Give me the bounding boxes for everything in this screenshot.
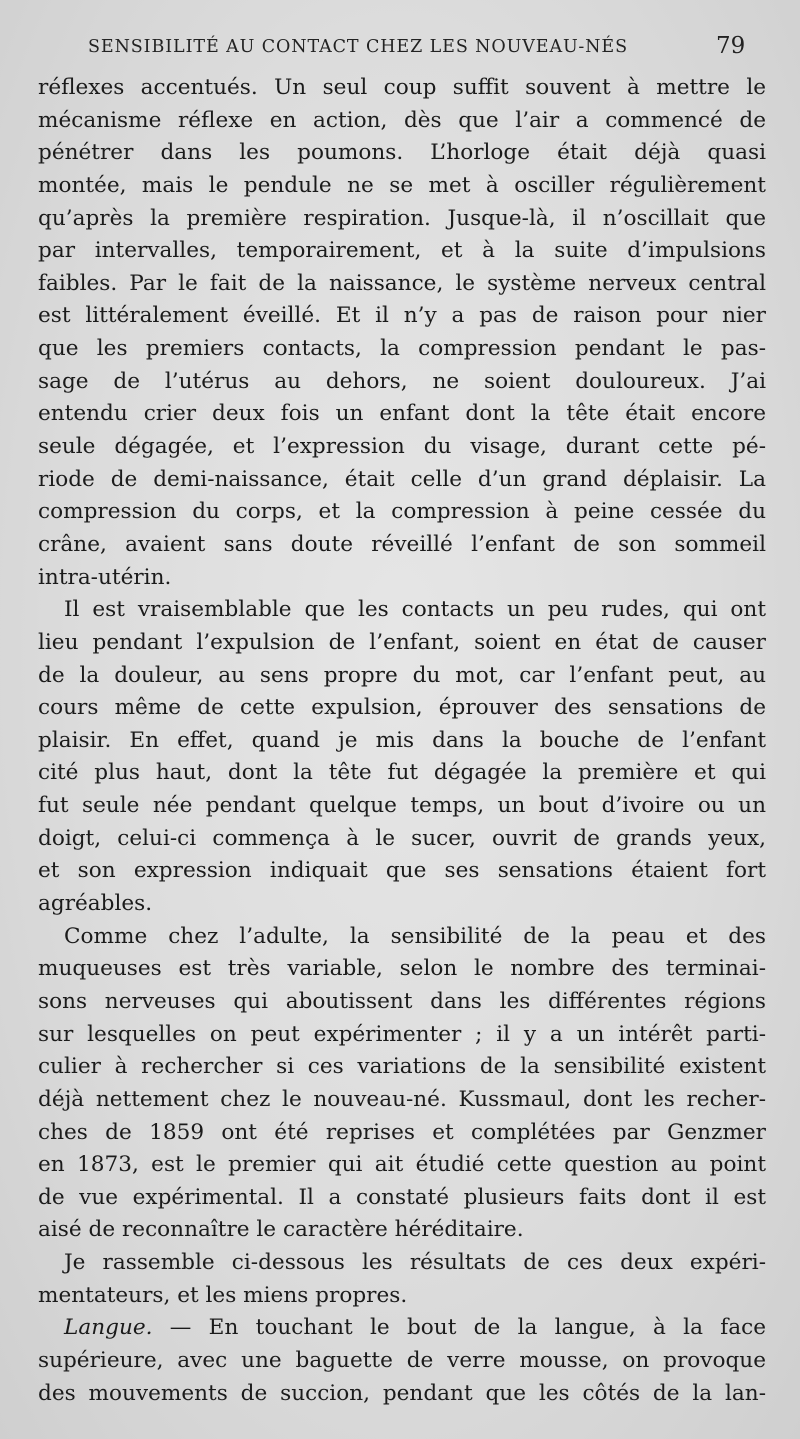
text-line: Comme chez l’adulte, la sensibilité de la peau et des [64,923,766,949]
text-line: de vue expérimental. Il a constaté plusieurs faits dont il est [38,1184,766,1210]
text-line: riode de demi-naissance, était celle d’un grand déplaisir. La [38,466,766,492]
paragraph-2 [38,594,766,920]
text-line: réflexes accentués. Un seul coup suffit souvent à mettre le [38,75,766,100]
section-label-langue: Langue. [64,1315,153,1341]
text-line: cité plus haut, dont la tête fut dégagée la première et qui [38,760,766,786]
text-line: qu’après la première respiration. Jusque-là, il n’oscillait que [38,205,766,231]
text-line: supérieure, avec une baguette de verre mousse, on provoque [38,1347,766,1373]
text-line: que les premiers contacts, la compression pendant le pas- [38,336,766,362]
page-number: 79 [716,33,746,59]
text-line: montée, mais le pendule ne se met à osciller régulièrement [38,172,766,198]
paragraph-4 [38,1247,766,1312]
text-line: muqueuses est très variable, selon le nombre des terminai- [38,956,766,982]
text-line: sage de l’utérus au dehors, ne soient douloureux. J’ai [38,368,766,394]
text-line: de la douleur, au sens propre du mot, car l’enfant peut, au [38,662,766,688]
text-line: ches de 1859 ont été reprises et complétées par Genzmer [38,1119,766,1145]
text-line-rest: — En touchant le bout de la langue, à la face [169,1315,766,1341]
text-line: sons nerveuses qui aboutissent dans les différentes régions [38,988,766,1014]
text-line: plaisir. En effet, quand je mis dans la bouche de l’enfant [38,727,766,753]
paragraph-5 [38,1312,766,1410]
text-line: en 1873, est le premier qui ait étudié cette question au point [38,1152,766,1178]
text-line: et son expression indiquait que ses sensations étaient fort [38,858,766,884]
text-line: pénétrer dans les poumons. L’horloge était déjà quasi [38,140,766,166]
text-line: Je rassemble ci-dessous les résultats de ces deux expéri- [64,1250,766,1276]
text-line: doigt, celui-ci commença à le sucer, ouvrit de grands yeux, [38,825,766,851]
text-line [38,1312,766,1345]
paragraph-3 [38,921,766,1247]
text-line: fut seule née pendant quelque temps, un bout d’ivoire ou un [38,793,766,819]
text-line: lieu pendant l’expulsion de l’enfant, soient en état de causer [38,629,766,655]
text-line: agréables. [38,891,153,917]
text-line: entendu crier deux fois un enfant dont la tête était encore [38,401,766,427]
text-line: mécanisme réflexe en action, dès que l’air a commencé de [38,107,766,133]
text-line: des mouvements de succion, pendant que les côtés de la lan- [38,1380,766,1406]
body-text [38,72,766,1410]
page-header [0,32,800,66]
text-line: déjà nettement chez le nouveau-né. Kussmaul, dont les recher- [38,1086,766,1112]
text-line: Il est vraisemblable que les contacts un peu rudes, qui ont [64,597,766,623]
text-line: est littéralement éveillé. Et il n’y a pas de raison pour nier [38,303,766,329]
text-line: faibles. Par le fait de la naissance, le système nerveux central [38,270,766,296]
text-line: intra-utérin. [38,564,172,590]
text-line: seule dégagée, et l’expression du visage, durant cette pé- [38,434,766,460]
text-line: cours même de cette expulsion, éprouver des sensations de [38,695,766,721]
text-line: aisé de reconnaître le caractère héréditaire. [38,1217,524,1243]
text-line: sur lesquelles on peut expérimenter ; il y a un intérêt parti- [38,1021,766,1047]
text-line: crâne, avaient sans doute réveillé l’enfant de son sommeil [38,531,766,557]
text-line: compression du corps, et la compression à peine cessée du [38,499,766,525]
running-title: SENSIBILITÉ AU CONTACT CHEZ LES NOUVEAU-NÉS [88,37,628,57]
text-line: culier à rechercher si ces variations de la sensibilité existent [38,1054,766,1080]
paragraph-1 [38,72,766,594]
text-line: mentateurs, et les miens propres. [38,1282,408,1308]
text-line: par intervalles, temporairement, et à la suite d’impulsions [38,238,766,264]
